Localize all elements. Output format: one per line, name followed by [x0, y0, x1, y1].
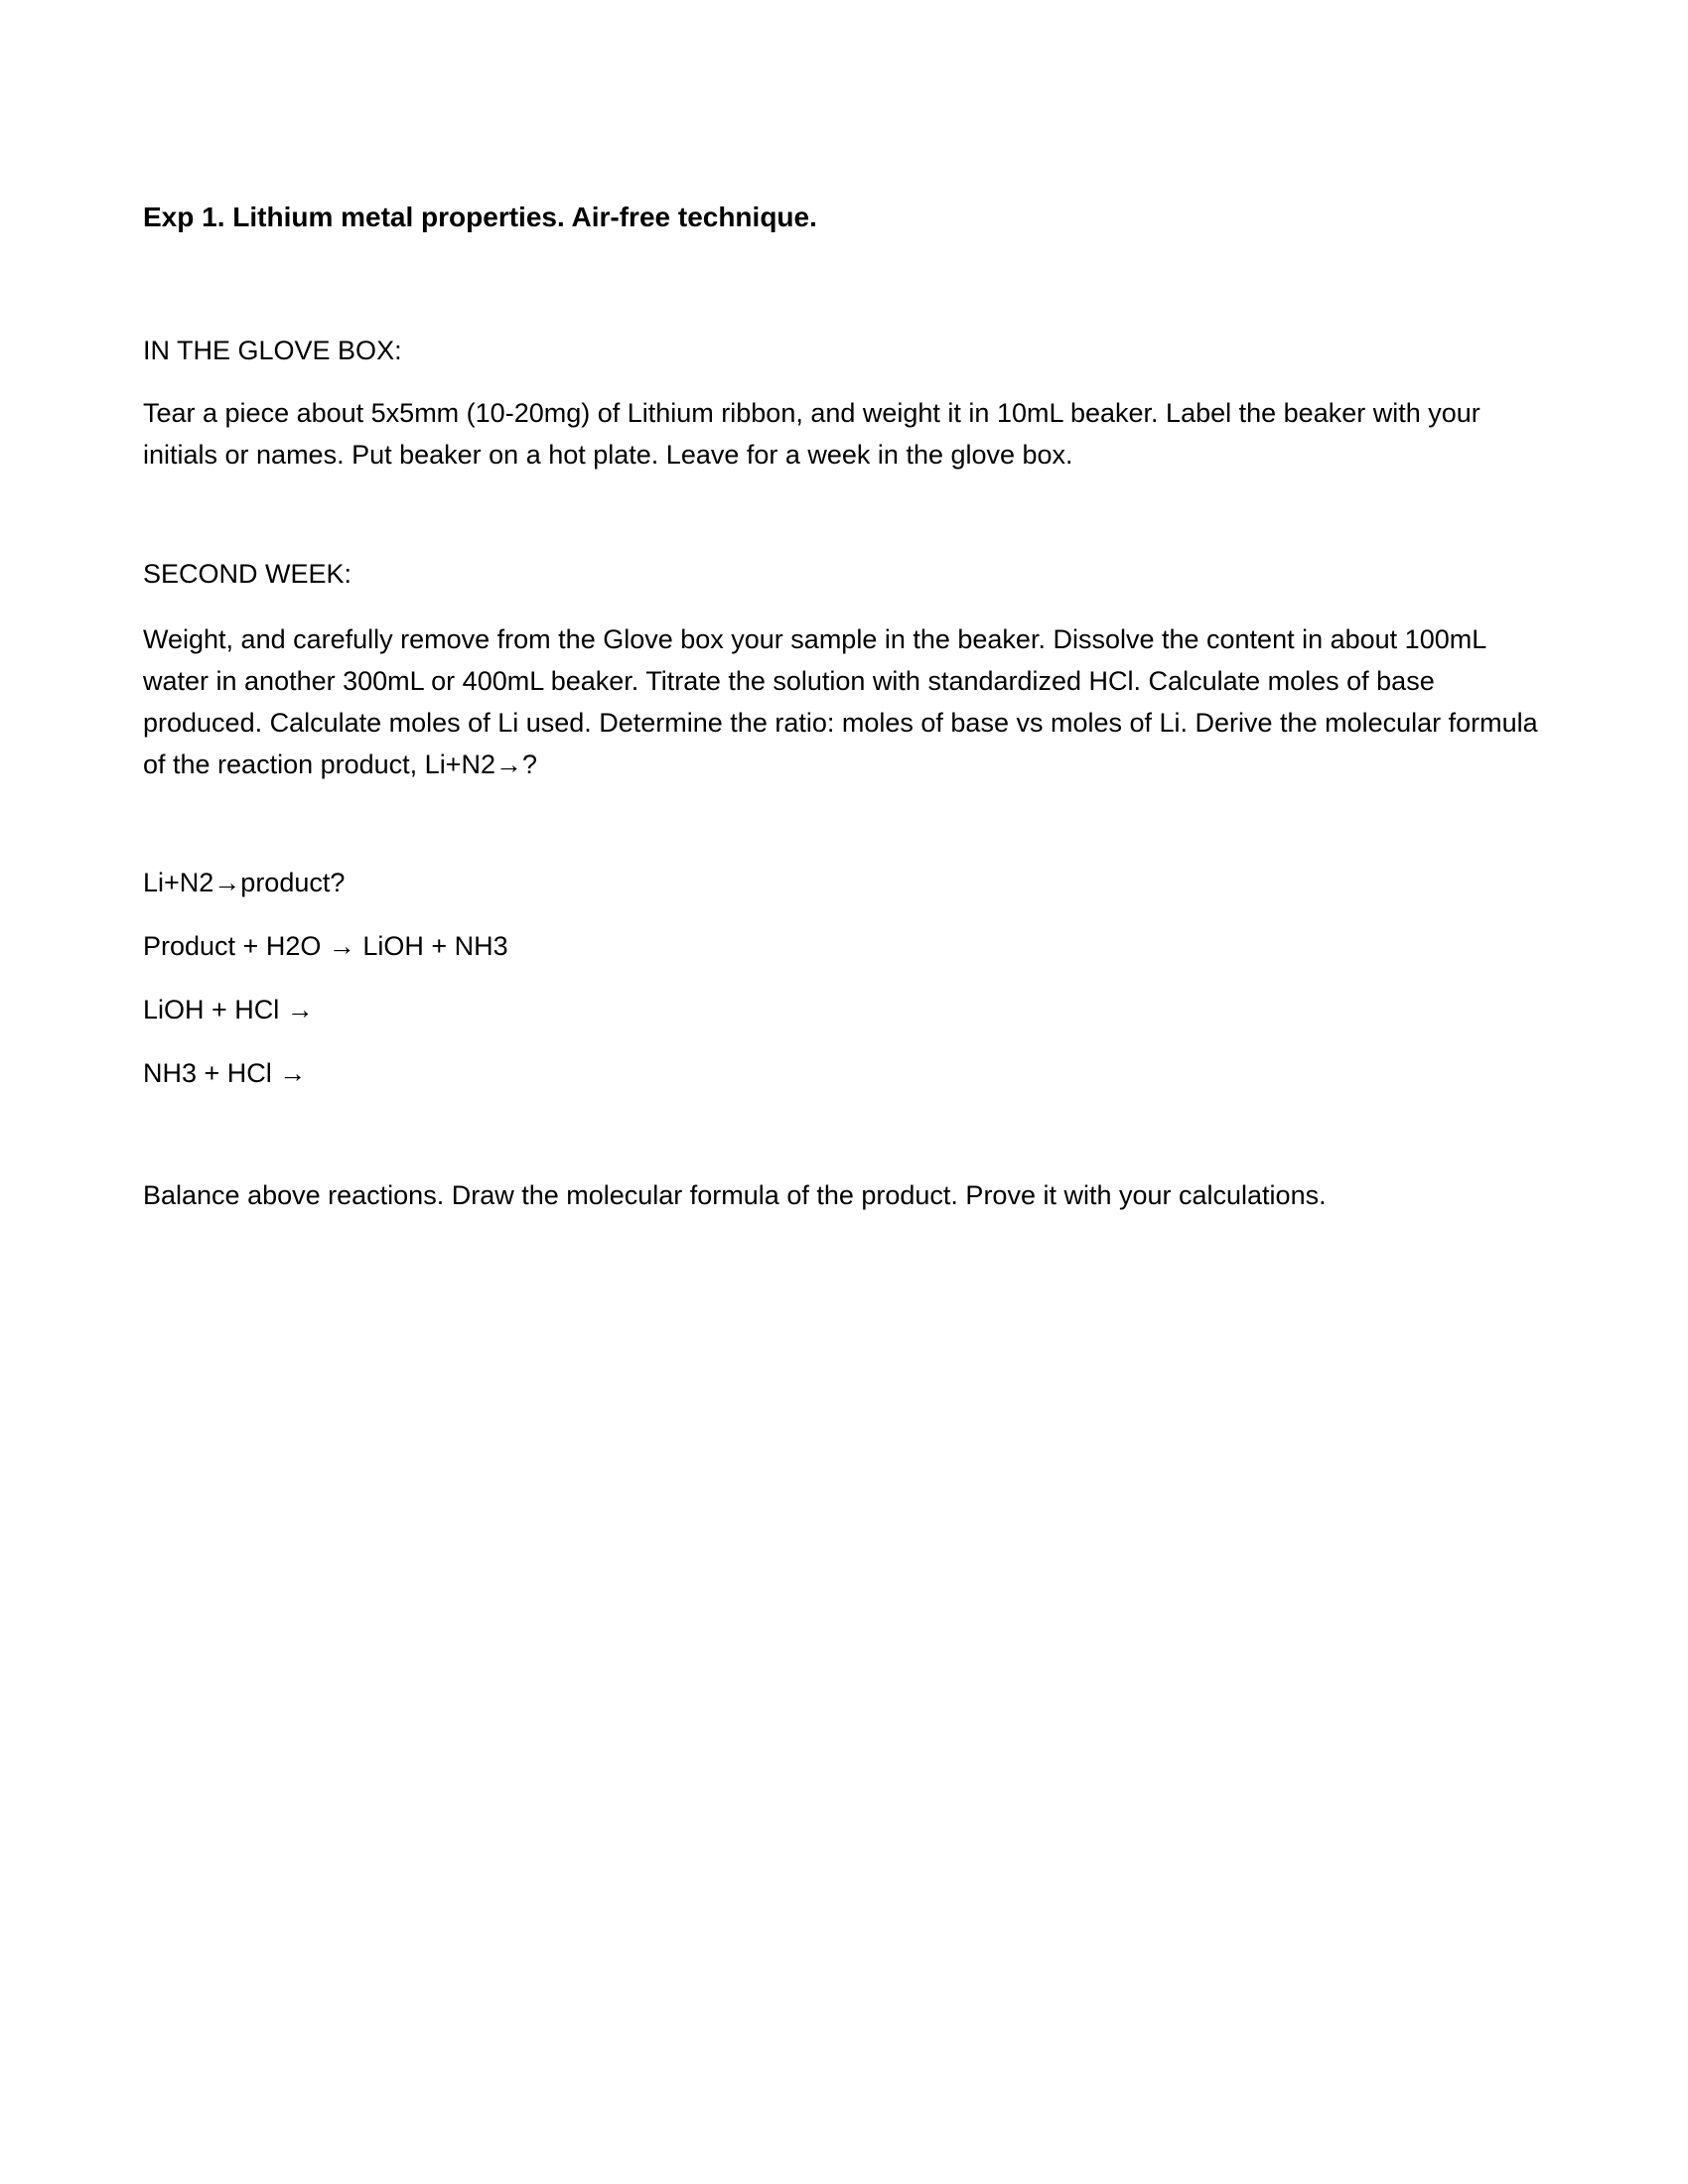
equation-li-n2-product: Li+N2→product?	[143, 868, 346, 897]
equation-product-h2o: Product + H2O → LiOH + NH3	[143, 931, 508, 961]
equation-lioh-hcl: LiOH + HCl →	[143, 995, 314, 1024]
paragraph-second-week-instructions: Weight, and carefully remove from the Glove box your sample in the beaker. Dissolve the content in about 100mL water in another 300mL or 400mL beaker. Titrate the solution with standardized HCl. Calculate moles of base produced. Calculate moles of Li used. Determine the ratio: moles of base vs moles of Li. Derive the molecular formula of the reaction product, Li+N2→?	[143, 624, 1538, 779]
section-heading-glove-box: IN THE GLOVE BOX:	[143, 336, 402, 365]
document-title: Exp 1. Lithium metal properties. Air-free technique.	[143, 202, 817, 232]
section-heading-second-week: SECOND WEEK:	[143, 559, 352, 589]
paragraph-balance-instructions: Balance above reactions. Draw the molecular formula of the product. Prove it with your calculations.	[143, 1180, 1327, 1210]
equation-nh3-hcl: NH3 + HCl →	[143, 1058, 307, 1088]
paragraph-glove-box-instructions: Tear a piece about 5x5mm (10-20mg) of Lithium ribbon, and weight it in 10mL beaker. Label the beaker with your initials or names. Put beaker on a hot plate. Leave for a week in the glove box.	[143, 398, 1480, 470]
